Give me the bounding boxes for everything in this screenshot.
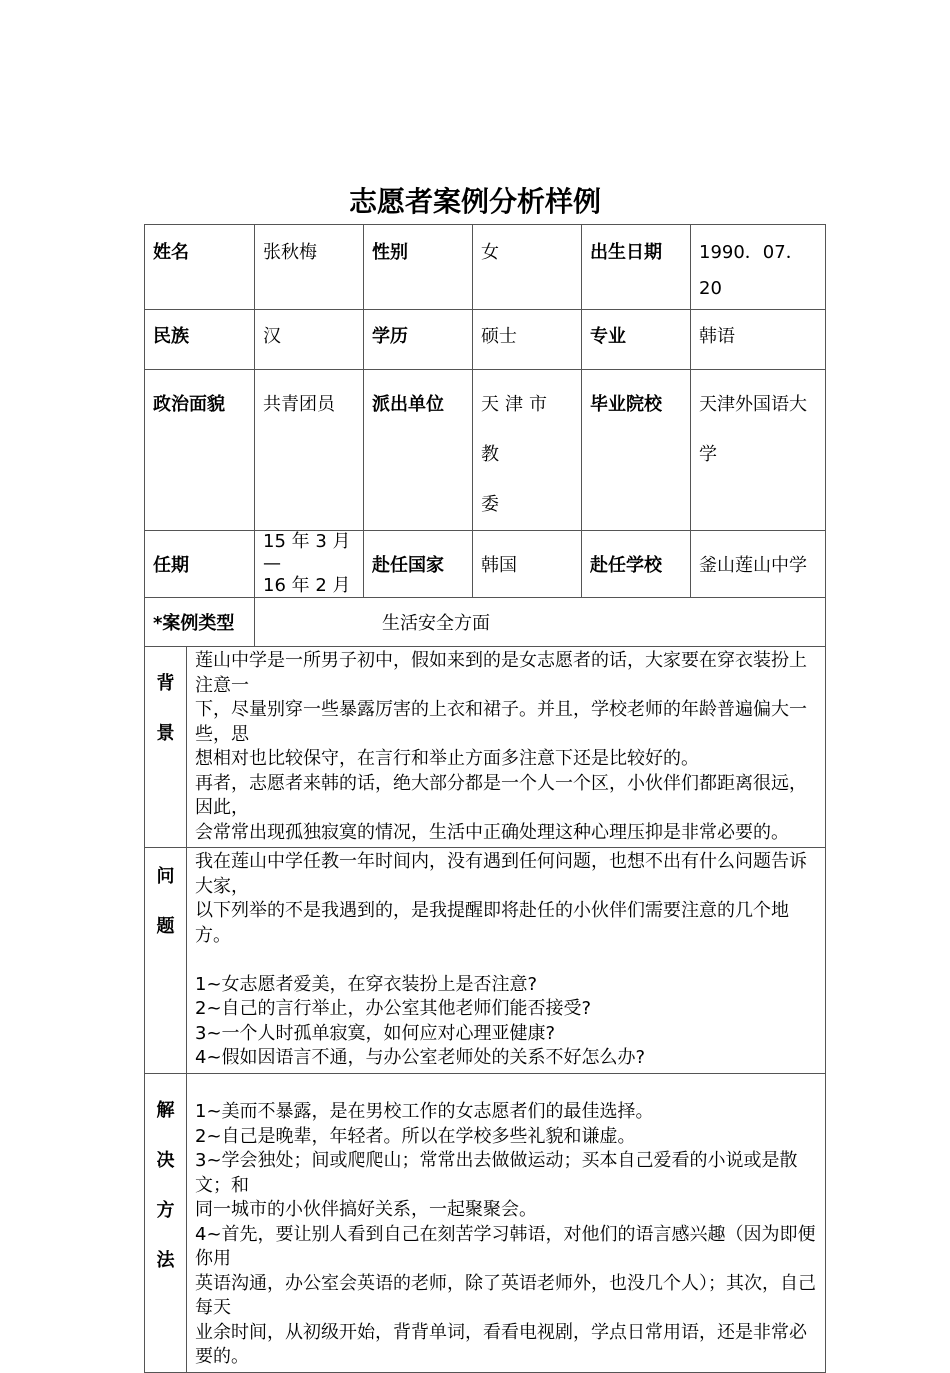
background-text — [187, 647, 826, 848]
row-political — [145, 370, 826, 531]
unit-value — [473, 370, 582, 531]
school-value-line1: 天津外国语大 — [699, 394, 807, 415]
solutions-line: 2~自己是晚辈，年轻者。所以在学校多些礼貌和谦虚。 — [195, 1125, 636, 1147]
solutions-line: 英语沟通，办公室会英语的老师，除了英语老师外，也没几个人）；其次，自己每天 — [195, 1272, 816, 1318]
country-value: 韩国 — [473, 531, 582, 598]
page-title: 志愿者案例分析样例 — [348, 185, 601, 218]
row-background — [145, 647, 826, 848]
country-label: 赴任国家 — [364, 531, 473, 598]
background-line: 想相对也比较保守，在言行和举止方面多注意下还是比较好的。 — [195, 748, 699, 769]
solutions-line: 3~学会独处；间或爬爬山；常常出去做做运动；买本自己爱看的小说或是散文；和 — [195, 1150, 798, 1196]
unit-label: 派出单位 — [364, 370, 473, 531]
post-school-value: 釜山莲山中学 — [691, 531, 826, 598]
problems-line: 1~女志愿者爱美，在穿衣装扮上是否注意? — [195, 973, 538, 995]
solutions-side-char-2: 决 — [156, 1149, 175, 1171]
birth-value-line1: 1990．07． — [699, 242, 804, 263]
case-type-label: *案例类型 — [145, 598, 255, 647]
solutions-side-char-4: 法 — [156, 1249, 175, 1271]
solutions-text — [187, 1073, 826, 1372]
unit-value-line1: 天津市教 — [481, 394, 553, 465]
background-line: 莲山中学是一所男子初中，假如来到的是女志愿者的话，大家要在穿衣装扮上注意一 — [195, 650, 807, 696]
solutions-line: 同一城市的小伙伴搞好关系，一起聚聚会。 — [195, 1199, 537, 1220]
problems-side-label — [145, 848, 187, 1074]
row-ethnic — [145, 310, 826, 370]
solutions-side-char-1: 解 — [156, 1099, 175, 1121]
political-label: 政治面貌 — [145, 370, 255, 531]
unit-value-line2: 委 — [481, 494, 499, 515]
background-line: 再者，志愿者来韩的话，绝大部分都是一个人一个区，小伙伴们都距离很远，因此， — [195, 772, 807, 818]
birth-value — [691, 225, 826, 310]
gender-value: 女 — [473, 225, 582, 310]
ethnic-label: 民族 — [145, 310, 255, 370]
major-label: 专业 — [582, 310, 691, 370]
problems-line: 4~假如因语言不通，与办公室老师处的关系不好怎么办? — [195, 1047, 646, 1068]
birth-value-line2: 20 — [699, 278, 722, 299]
row-case-type — [145, 598, 826, 647]
post-school-label: 赴任学校 — [582, 531, 691, 598]
problems-line — [195, 948, 817, 973]
row-problems — [145, 848, 826, 1074]
solutions-side-label — [145, 1073, 187, 1372]
problems-line: 3~一个人时孤单寂寞，如何应对心理亚健康? — [195, 1022, 556, 1044]
problems-side-char-2: 题 — [156, 916, 175, 937]
problems-line: 以下列举的不是我遇到的，是我提醒即将赴任的小伙伴们需要注意的几个地方。 — [195, 900, 789, 946]
political-value: 共青团员 — [255, 370, 364, 531]
term-label: 任期 — [145, 531, 255, 598]
row-term — [145, 531, 826, 598]
term-value-line2: 16 年 2 月 — [263, 575, 351, 596]
background-side-char-2: 景 — [156, 723, 175, 744]
row-name — [145, 225, 826, 310]
gender-label: 性别 — [364, 225, 473, 310]
row-solutions — [145, 1073, 826, 1372]
name-value: 张秋梅 — [255, 225, 364, 310]
term-value — [255, 531, 364, 598]
school-value-line2: 学 — [699, 444, 717, 465]
case-type-value: 生活安全方面 — [255, 598, 826, 647]
name-label: 姓名 — [145, 225, 255, 310]
problems-side-char-1: 问 — [156, 866, 175, 887]
problems-text — [187, 848, 826, 1074]
background-side-char-1: 背 — [156, 673, 175, 694]
edu-label: 学历 — [364, 310, 473, 370]
case-table — [144, 224, 826, 1373]
problems-line: 我在莲山中学任教一年时间内，没有遇到任何问题，也想不出有什么问题告诉大家， — [195, 851, 807, 897]
solutions-line: 1~美而不暴露，是在男校工作的女志愿者们的最佳选择。 — [195, 1101, 654, 1122]
solutions-side-char-3: 方 — [156, 1199, 175, 1221]
solutions-line — [195, 1076, 817, 1101]
term-value-line1: 15 年 3 月— — [263, 531, 351, 574]
background-side-label — [145, 647, 187, 848]
school-label: 毕业院校 — [582, 370, 691, 531]
edu-value: 硕士 — [473, 310, 582, 370]
school-value — [691, 370, 826, 531]
solutions-line: 业余时间，从初级开始，背背单词，看看电视剧，学点日常用语，还是非常必要的。 — [195, 1321, 807, 1367]
background-line: 下，尽量别穿一些暴露厉害的上衣和裙子。并且，学校老师的年龄普遍偏大一些，思 — [195, 699, 807, 745]
birth-label: 出生日期 — [582, 225, 691, 310]
background-line: 会常常出现孤独寂寞的情况，生活中正确处理这种心理压抑是非常必要的。 — [195, 821, 789, 843]
problems-line: 2~自己的言行举止，办公室其他老师们能否接受? — [195, 998, 592, 1019]
solutions-line: 4~首先，要让别人看到自己在刻苦学习韩语，对他们的语言感兴趣（因为即便你用 — [195, 1223, 816, 1269]
major-value: 韩语 — [691, 310, 826, 370]
ethnic-value: 汉 — [255, 310, 364, 370]
